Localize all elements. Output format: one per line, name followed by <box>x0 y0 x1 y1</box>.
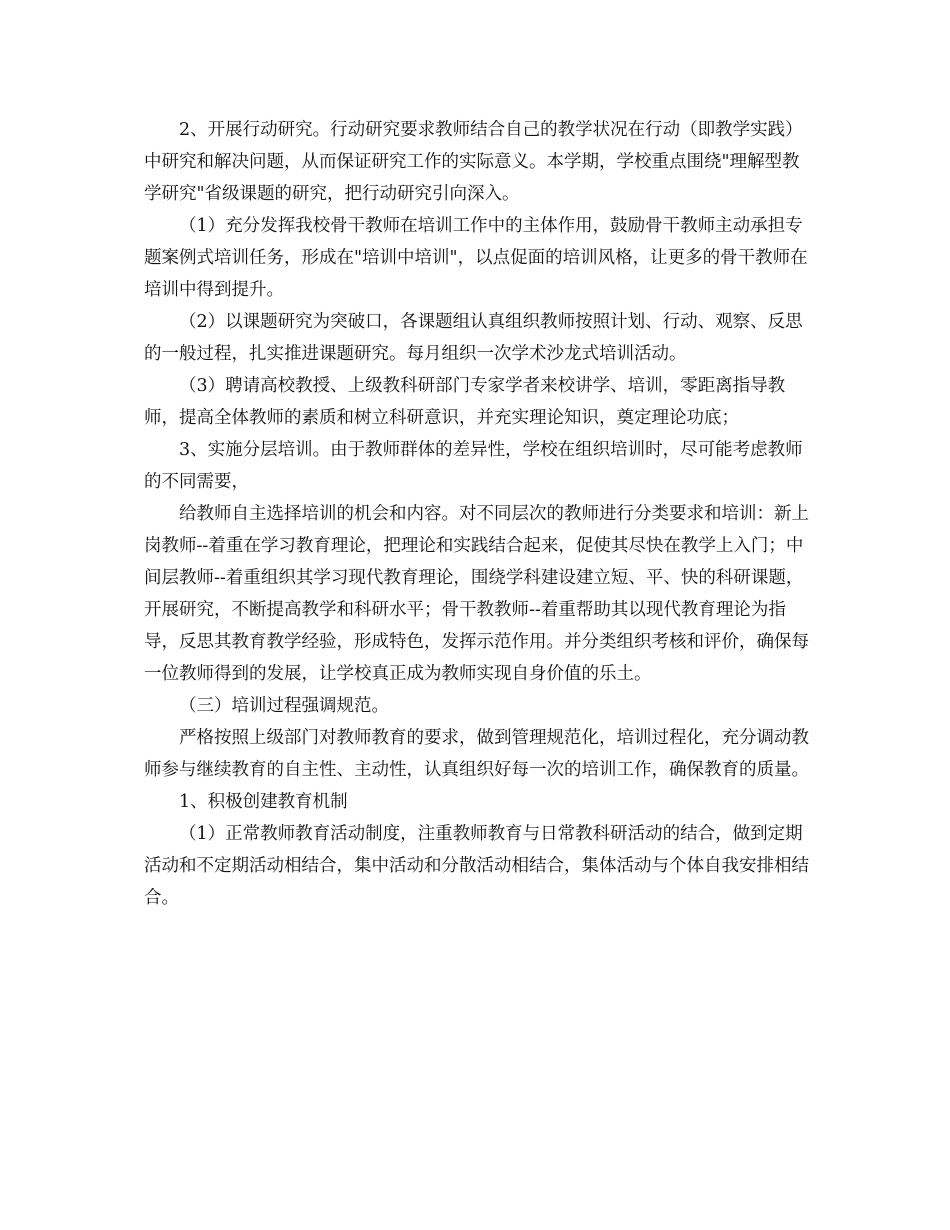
paragraph-training-options: 给教师自主选择培训的机会和内容。对不同层次的教师进行分类要求和培训：新上岗教师--着重在学习教育理论，把理论和实践结合起来，促使其尽快在教学上入门；中间层教师--着重组织其学习现代教育理论，围绕学科建设建立短、平、快的科研课题，开展研究，不断提高教学和科研水平；骨干教教师--着重帮助其以现代教育理论为指导，反思其教育教学经验，形成特色，发挥示范作用。并分类组织考核和评价，确保每一位教师得到的发展，让学校真正成为教师实现自身价值的乐土。 <box>144 504 809 684</box>
paragraph-standardization: 严格按照上级部门对教师教育的要求，做到管理规范化，培训过程化，充分调动教师参与继续教育的自主性、主动性，认真组织好每一次的培训工作，确保教育的质量。 <box>144 728 809 780</box>
document-body <box>144 114 810 914</box>
paragraph-mechanism-heading: 1、积极创建教育机制 <box>179 792 348 812</box>
paragraph-layered-training: 3、实施分层培训。由于教师群体的差异性，学校在组织培训时，尽可能考虑教师的不同需要， <box>144 440 803 492</box>
paragraph-item-1-backbone-teachers: （1）充分发挥我校骨干教师在培训工作中的主体作用，鼓励骨干教师主动承担专题案例式培训任务，形成在"培训中培训"，以点促面的培训风格，让更多的骨干教师在培训中得到提升。 <box>144 216 808 300</box>
paragraph-item-2-topic-research: （2）以课题研究为突破口，各课题组认真组织教师按照计划、行动、观察、反思的一般过程，扎实推进课题研究。每月组织一次学术沙龙式培训活动。 <box>144 312 803 364</box>
paragraph-action-research: 2、开展行动研究。行动研究要求教师结合自己的教学状况在行动（即教学实践）中研究和解决问题，从而保证研究工作的实际意义。本学期，学校重点围绕"理解型教学研究"省级课题的研究，把行动研究引向深入。 <box>144 120 803 204</box>
paragraph-item-3-experts: （3）聘请高校教授、上级教科研部门专家学者来校讲学、培训，零距离指导教师，提高全体教师的素质和树立科研意识，并充实理论知识，奠定理论功底； <box>144 376 786 428</box>
paragraph-activity-system: （1）正常教师教育活动制度，注重教师教育与日常教科研活动的结合，做到定期活动和不定期活动相结合，集中活动和分散活动相结合，集体活动与个体自我安排相结合。 <box>144 824 809 908</box>
paragraph-section-three-heading: （三）培训过程强调规范。 <box>179 696 389 716</box>
